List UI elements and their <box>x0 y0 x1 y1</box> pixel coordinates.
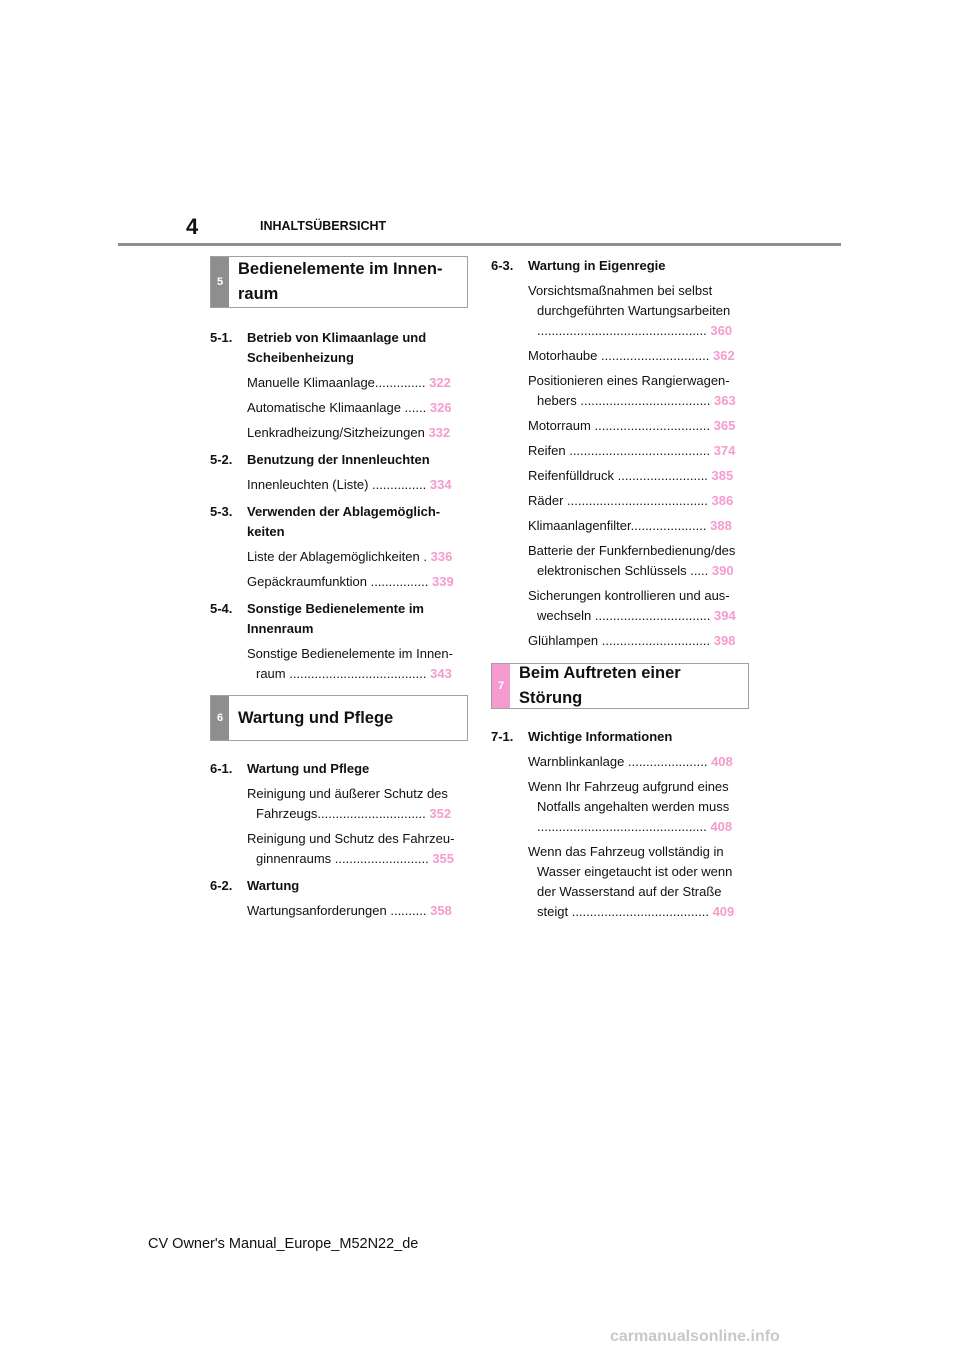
toc-entry[interactable]: Glühlampen .............................. 398 <box>528 633 736 648</box>
toc-entry[interactable]: Vorsichtsmaßnahmen bei selbst durchgeführten Wartungsarbeiten ............................................... 360 <box>528 283 733 338</box>
toc-entry[interactable]: Batterie der Funkfernbedienung/des elektronischen Schlüssels ..... 390 <box>528 543 736 578</box>
toc-entry[interactable]: Positionieren eines Rangierwagen- hebers .................................... 363 <box>528 373 736 408</box>
toc-group-6-1[interactable]: 6-1. Wartung und Pflege <box>210 761 370 776</box>
toc-group-5-1[interactable]: 5-1. Betrieb von Klimaanlage und Scheibenheizung <box>210 330 427 365</box>
section-5-title: Bedienelemente im Innen- raum <box>238 260 443 303</box>
toc-entry[interactable]: Wartungsanforderungen .......... 358 <box>247 903 452 918</box>
left-column <box>210 256 472 921</box>
toc-entry[interactable]: Reinigung und äußerer Schutz des Fahrzeugs.............................. 352 <box>247 786 452 821</box>
toc-entry[interactable]: Gepäckraumfunktion ................ 339 <box>247 574 454 589</box>
toc-group-5-4[interactable]: 5-4. Sonstige Bedienelemente im Innenraum <box>210 601 424 636</box>
toc-entry[interactable]: Sonstige Bedienelemente im Innen- raum ...................................... 343 <box>247 646 453 681</box>
toc-group-5-3[interactable]: 5-3. Verwenden der Ablagemöglich- keiten <box>210 504 441 539</box>
toc-entry[interactable]: Innenleuchten (Liste) ............... 334 <box>247 477 452 492</box>
page-number: 4 <box>186 214 199 239</box>
toc-entry[interactable]: Wenn Ihr Fahrzeug aufgrund eines Notfalls angehalten werden muss ............................................... 408 <box>528 779 733 834</box>
section-5-header[interactable] <box>210 256 468 308</box>
toc-group-5-2[interactable]: 5-2. Benutzung der Innenleuchten <box>210 452 430 467</box>
header-rule <box>118 243 841 246</box>
toc-group-6-2[interactable]: 6-2. Wartung <box>210 878 300 893</box>
section-7-title: Beim Auftreten einer Störung <box>519 664 681 707</box>
toc-entry[interactable]: Reinigung und Schutz des Fahrzeu- ginnenraums .......................... 355 <box>247 831 455 866</box>
section-6-header[interactable] <box>210 695 468 741</box>
toc-entry[interactable]: Reifen ....................................... 374 <box>528 443 736 458</box>
toc-group-6-3[interactable]: 6-3. Wartung in Eigenregie <box>491 258 666 273</box>
toc-entry[interactable]: Reifenfülldruck ......................... 385 <box>528 468 734 483</box>
toc-entry[interactable]: Wenn das Fahrzeug vollständig in Wasser eingetaucht ist oder wenn der Wasserstand auf der Straße steigt ...................................... 409 <box>528 844 735 919</box>
section-5-tab: 5 <box>211 257 229 307</box>
toc-entry[interactable]: Manuelle Klimaanlage.............. 322 <box>247 375 451 390</box>
watermark: carmanualsonline.info <box>610 1328 780 1345</box>
toc-entry[interactable]: Motorraum ................................ 365 <box>528 418 736 433</box>
section-7-tab: 7 <box>492 664 510 708</box>
footer-text: CV Owner's Manual_Europe_M52N22_de <box>148 1236 419 1252</box>
toc-entry[interactable]: Warnblinkanlage ...................... 408 <box>528 754 733 769</box>
toc-entry[interactable]: Motorhaube .............................. 362 <box>528 348 735 363</box>
right-column <box>491 256 753 922</box>
toc-entry[interactable]: Lenkradheizung/Sitzheizungen 332 <box>247 425 451 440</box>
toc-entry[interactable]: Automatische Klimaanlage ...... 326 <box>247 400 452 415</box>
toc-group-7-1[interactable]: 7-1. Wichtige Informationen <box>491 729 673 744</box>
toc-entry[interactable]: Räder ....................................... 386 <box>528 493 734 508</box>
section-6-tab: 6 <box>211 696 229 740</box>
toc-entry[interactable]: Sicherungen kontrollieren und aus- wechseln ................................ 394 <box>528 588 736 623</box>
section-header-title: INHALTSÜBERSICHT <box>260 219 387 233</box>
section-7-header[interactable] <box>491 663 749 709</box>
toc-entry[interactable]: Klimaanlagenfilter..................... 388 <box>528 518 732 533</box>
section-6-title: Wartung und Pflege <box>238 708 394 727</box>
toc-entry[interactable]: Liste der Ablagemöglichkeiten . 336 <box>247 549 453 564</box>
